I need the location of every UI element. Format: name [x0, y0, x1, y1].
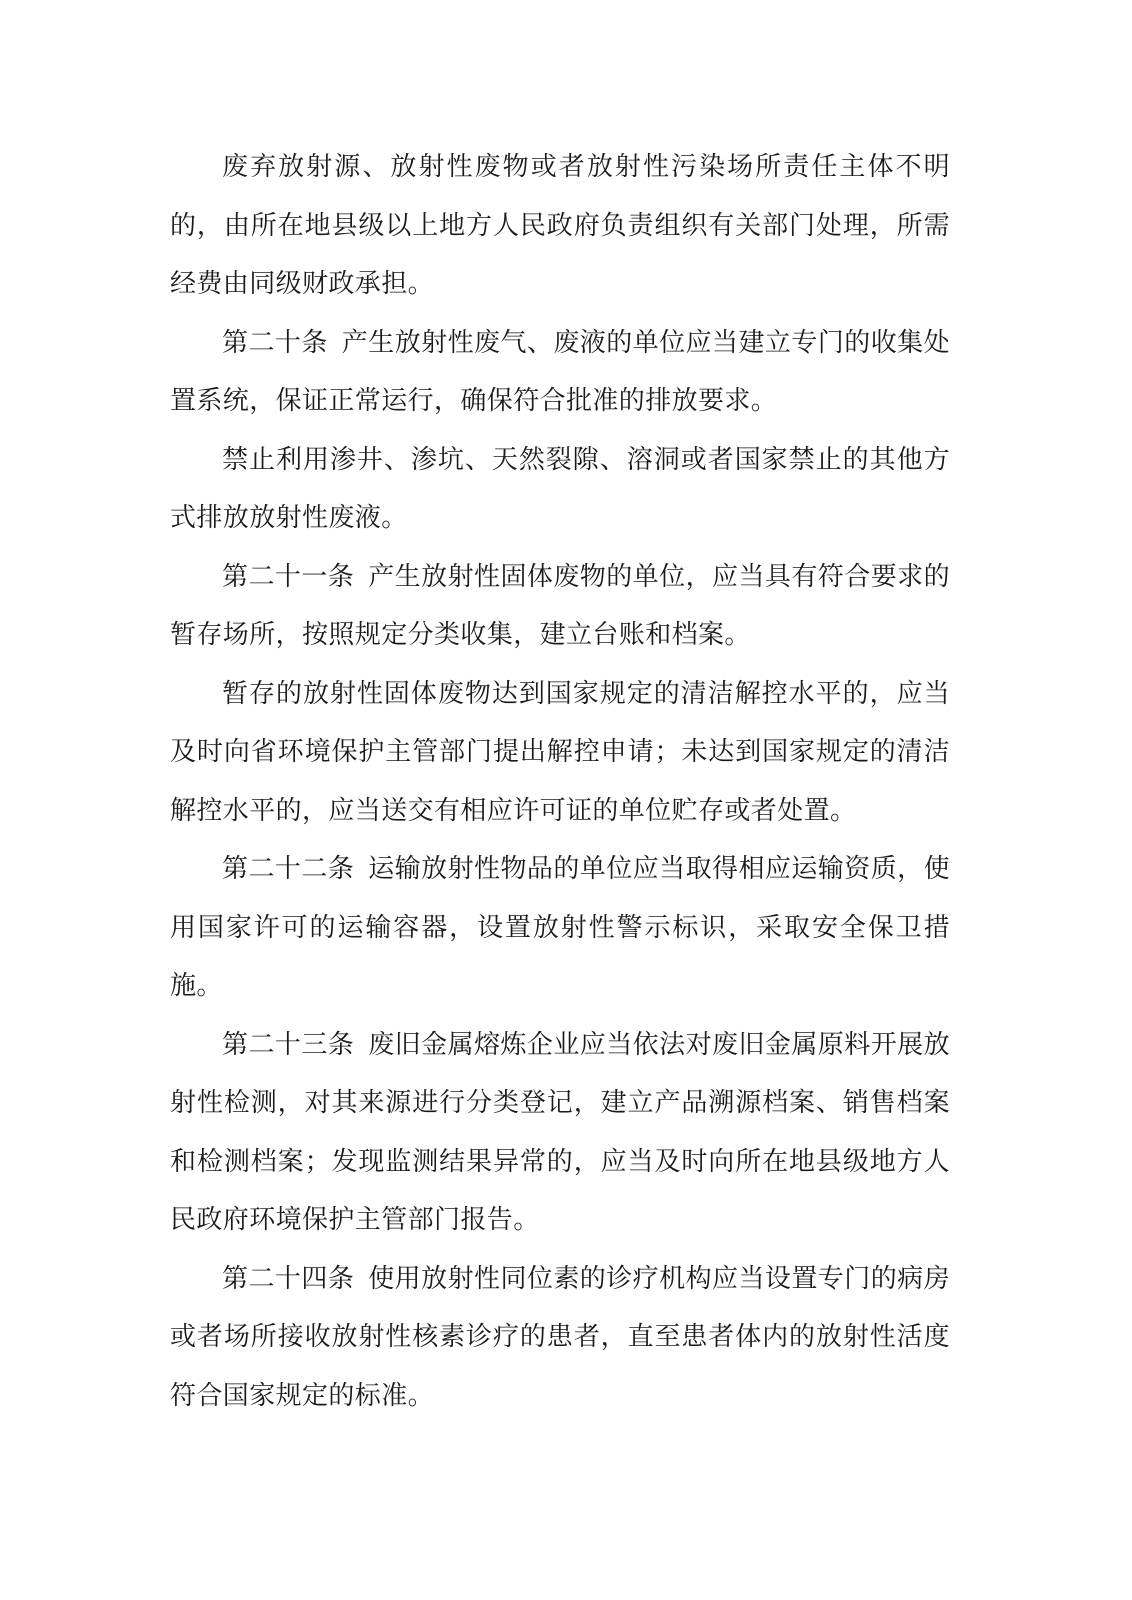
paragraph-text: 使用放射性同位素的诊疗机构应当设置专门的病房或者场所接收放射性核素诊疗的患者，直至患者体内的放射性活度符合国家规定的标准。: [170, 1263, 950, 1411]
paragraph-article-23: [170, 1016, 950, 1250]
paragraph-article-21: [170, 548, 950, 665]
document-body: [170, 138, 950, 1425]
paragraph-article-24: [170, 1250, 950, 1426]
article-number: 第二十一条: [222, 561, 355, 592]
paragraph-clearance-level: [170, 665, 950, 841]
paragraph-text: 暂存的放射性固体废物达到国家规定的清洁解控水平的，应当及时向省环境保护主管部门提出解控申请；未达到国家规定的清洁解控水平的，应当送交有相应许可证的单位贮存或者处置。: [170, 678, 950, 826]
paragraph-abandoned-sources: [170, 138, 950, 314]
paragraph-text: 运输放射性物品的单位应当取得相应运输资质，使用国家许可的运输容器，设置放射性警示标识，采取安全保卫措施。: [170, 854, 950, 1001]
paragraph-discharge-prohibition: [170, 431, 950, 548]
paragraph-text: 废弃放射源、放射性废物或者放射性污染场所责任主体不明的，由所在地县级以上地方人民政府负责组织有关部门处理，所需经费由同级财政承担。: [170, 152, 950, 299]
paragraph-article-22: [170, 840, 950, 1016]
article-number: 第二十三条: [222, 1029, 355, 1060]
article-number: 第二十条: [222, 327, 328, 358]
paragraph-article-20: [170, 314, 950, 431]
paragraph-text: 废旧金属熔炼企业应当依法对废旧金属原料开展放射性检测，对其来源进行分类登记，建立产品溯源档案、销售档案和检测档案；发现监测结果异常的，应当及时向所在地县级地方人民政府环境保护主管部门报告。: [170, 1029, 950, 1235]
paragraph-text: 产生放射性固体废物的单位，应当具有符合要求的暂存场所，按照规定分类收集，建立台账和档案。: [170, 561, 950, 650]
paragraph-text: 禁止利用渗井、渗坑、天然裂隙、溶洞或者国家禁止的其他方式排放放射性废液。: [170, 444, 950, 533]
article-number: 第二十四条: [222, 1263, 355, 1294]
paragraph-text: 产生放射性废气、废液的单位应当建立专门的收集处置系统，保证正常运行，确保符合批准的排放要求。: [170, 327, 951, 416]
article-number: 第二十二条: [222, 854, 355, 884]
